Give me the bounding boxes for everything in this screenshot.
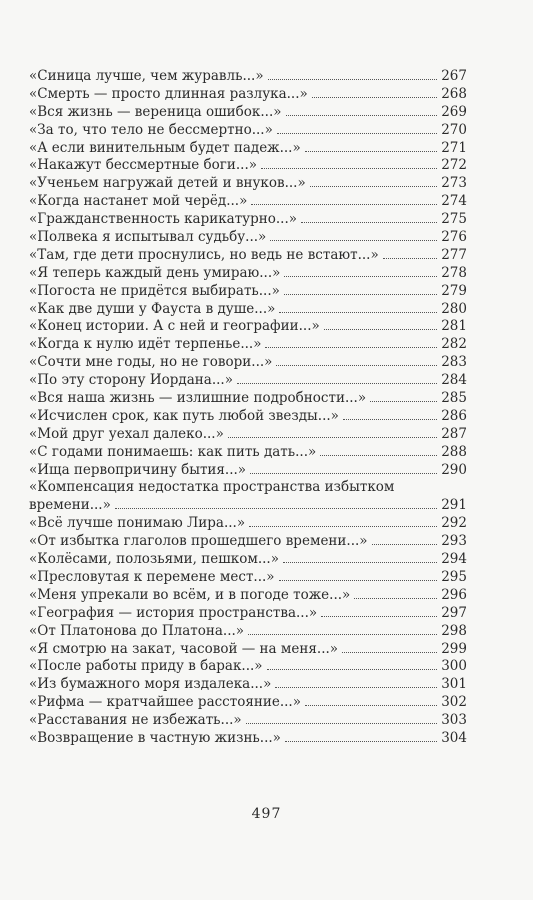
toc-entry — [29, 229, 467, 247]
toc-entry-page-number: 281 — [441, 318, 467, 335]
toc-entry-title: «Когда к нулю идёт терпенье...» — [29, 336, 262, 353]
toc-entry-title: «После работы приду в барак...» — [29, 658, 263, 675]
toc-entry-page-number: 282 — [441, 336, 467, 353]
toc-entry-title-line2: времени...» — [29, 497, 111, 514]
toc-entry — [29, 605, 467, 623]
toc-entry-page-number: 300 — [441, 658, 467, 675]
toc-entry-title: «Мой друг уехал далеко...» — [29, 425, 224, 442]
toc-entry-page-number: 271 — [441, 139, 467, 156]
dot-leader — [310, 185, 438, 187]
toc-entry-page-number: 302 — [441, 694, 467, 711]
dot-leader — [246, 722, 438, 724]
dot-leader — [324, 328, 437, 330]
toc-entry-page-number: 284 — [441, 372, 467, 389]
toc-entry — [29, 730, 467, 748]
dot-leader — [279, 579, 438, 581]
toc-entry-page-number: 268 — [441, 85, 467, 102]
toc-entry — [29, 426, 467, 444]
toc-entry-page-number: 293 — [441, 533, 467, 550]
toc-entry-title: «Исчислен срок, как путь любой звезды...» — [29, 407, 339, 424]
toc-entry — [29, 247, 467, 265]
dot-leader — [284, 275, 437, 277]
toc-entry-page-number: 270 — [441, 121, 467, 138]
toc-entry-page-number: 303 — [441, 712, 467, 729]
dot-leader — [301, 221, 437, 223]
toc-entry-title: «Всё лучше понимаю Лира...» — [29, 515, 246, 532]
toc-entry — [29, 211, 467, 229]
toc-entry — [29, 587, 467, 605]
dot-leader — [251, 203, 437, 205]
toc-entry-title: «Меня упрекали во всём, и в погоде тоже...» — [29, 586, 351, 603]
toc-entry-title: «Я смотрю на закат, часовой — на меня...» — [29, 640, 339, 657]
toc-entry — [29, 68, 467, 86]
toc-entry-title: «А если винительным будет падеж...» — [29, 139, 301, 156]
toc-entry — [29, 354, 467, 372]
dot-leader — [265, 346, 437, 348]
toc-entry — [29, 462, 467, 480]
toc-entry — [29, 390, 467, 408]
toc-entry — [29, 658, 467, 676]
toc-entry — [29, 265, 467, 283]
toc-entry-page-number: 277 — [441, 246, 467, 263]
toc-entry-title-continuation — [29, 497, 467, 515]
dot-leader — [312, 96, 437, 98]
dot-leader — [372, 543, 438, 545]
toc-entry-page-number: 287 — [441, 425, 467, 442]
toc-entry-title: «Синица лучше, чем журавль...» — [29, 68, 264, 84]
toc-entry-title: «Вся жизнь — вереница ошибок...» — [29, 103, 282, 120]
toc-entry-title: «Полвека я испытывал судьбу...» — [29, 229, 267, 246]
toc-entry-title: «Компенсация недостатка пространства избытком — [29, 479, 395, 496]
dot-leader — [370, 400, 437, 402]
toc-entry-page-number: 298 — [441, 622, 467, 639]
toc-entry — [29, 175, 467, 193]
toc-entry-page-number: 297 — [441, 604, 467, 621]
toc-entry-title: «Ученьем нагружай детей и внуков...» — [29, 175, 306, 192]
dot-leader — [277, 132, 437, 134]
dot-leader — [237, 382, 437, 384]
dot-leader — [354, 597, 437, 599]
toc-entry-title: «Накажут бессмертные боги...» — [29, 157, 258, 174]
toc-entry-page-number: 292 — [441, 515, 467, 532]
table-of-contents — [29, 68, 467, 748]
dot-leader — [284, 293, 437, 295]
toc-entry-title: «Гражданственность карикатурно...» — [29, 211, 298, 228]
dot-leader — [343, 418, 437, 420]
toc-entry-page-number: 280 — [441, 300, 467, 317]
toc-entry — [29, 86, 467, 104]
toc-entry-page-number: 278 — [441, 264, 467, 281]
toc-entry-title: «Как две души у Фауста в душе...» — [29, 300, 276, 317]
toc-entry-title: «Рифма — кратчайшее расстояние...» — [29, 694, 301, 711]
toc-entry-page-number: 291 — [441, 497, 467, 514]
dot-leader — [279, 311, 437, 313]
toc-entry-title: «Расставания не избежать...» — [29, 712, 242, 729]
dot-leader — [285, 740, 437, 742]
toc-entry — [29, 479, 467, 515]
toc-entry-page-number: 299 — [441, 640, 467, 657]
dot-leader — [248, 633, 437, 635]
toc-entry — [29, 372, 467, 390]
toc-entry-title: «Вся наша жизнь — излишние подробности...» — [29, 390, 367, 407]
toc-entry-page-number: 272 — [441, 157, 467, 174]
toc-entry — [29, 140, 467, 158]
toc-entry-page-number: 274 — [441, 193, 467, 210]
toc-entry — [29, 408, 467, 426]
toc-entry-title: «Пресловутая к перемене мест...» — [29, 568, 275, 585]
toc-entry-title: «География — история пространства...» — [29, 604, 318, 621]
dot-leader — [320, 454, 437, 456]
toc-entry — [29, 676, 467, 694]
dot-leader — [276, 364, 437, 366]
toc-entry-page-number: 304 — [441, 729, 467, 746]
toc-entry-title: «Конец истории. А с ней и географии...» — [29, 318, 320, 335]
toc-entry — [29, 515, 467, 533]
toc-entry — [29, 569, 467, 587]
toc-entry — [29, 641, 467, 659]
toc-entry-title: «Когда настанет мой черёд...» — [29, 193, 248, 210]
dot-leader — [228, 436, 437, 438]
toc-entry — [29, 551, 467, 569]
toc-entry — [29, 623, 467, 641]
toc-entry-page-number: 269 — [441, 103, 467, 120]
dot-leader — [268, 78, 438, 80]
toc-entry — [29, 533, 467, 551]
toc-entry-title: «От Платонова до Платона...» — [29, 622, 245, 639]
toc-entry-page-number: 294 — [441, 551, 467, 568]
dot-leader — [286, 114, 438, 116]
toc-entry-page-number: 275 — [441, 211, 467, 228]
toc-entry — [29, 318, 467, 336]
toc-entry-title: «Из бумажного моря издалека...» — [29, 676, 272, 693]
toc-entry-page-number: 301 — [441, 676, 467, 693]
toc-entry — [29, 104, 467, 122]
toc-entry — [29, 694, 467, 712]
dot-leader — [342, 651, 437, 653]
toc-entry — [29, 301, 467, 319]
toc-entry-page-number: 296 — [441, 586, 467, 603]
toc-entry-page-number: 267 — [441, 68, 467, 84]
dot-leader — [283, 561, 437, 563]
toc-entry-title: «С годами понимаешь: как пить дать...» — [29, 443, 317, 460]
toc-entry-title: «По эту сторону Иордана...» — [29, 372, 233, 389]
toc-entry-title: «Там, где дети проснулись, но ведь не встают...» — [29, 246, 379, 263]
toc-entry — [29, 712, 467, 730]
toc-entry — [29, 157, 467, 175]
toc-entry-title: «От избытка глаголов прошедшего времени...» — [29, 533, 368, 550]
dot-leader — [383, 257, 437, 259]
toc-entry-page-number: 290 — [441, 461, 467, 478]
toc-entry-title: «Погоста не придётся выбирать...» — [29, 282, 280, 299]
toc-entry — [29, 336, 467, 354]
toc-entry-page-number: 295 — [441, 568, 467, 585]
dot-leader — [261, 167, 437, 169]
toc-entry — [29, 122, 467, 140]
toc-entry — [29, 193, 467, 211]
toc-entry-title: «Колёсами, полозьями, пешком...» — [29, 551, 279, 568]
toc-entry-title: «Ища первопричину бытия...» — [29, 461, 247, 478]
toc-entry-page-number: 288 — [441, 443, 467, 460]
toc-entry-title: «Сочти мне годы, но не говори...» — [29, 354, 273, 371]
toc-entry-title: «Я теперь каждый день умираю...» — [29, 264, 281, 281]
dot-leader — [270, 239, 437, 241]
toc-entry-page-number: 276 — [441, 229, 467, 246]
dot-leader — [249, 525, 437, 527]
toc-entry-title: «Возвращение в частную жизнь...» — [29, 729, 281, 746]
toc-entry-page-number: 273 — [441, 175, 467, 192]
toc-entry-page-number: 283 — [441, 354, 467, 371]
toc-entry-page-number: 279 — [441, 282, 467, 299]
dot-leader — [321, 615, 437, 617]
toc-entry-title: «За то, что тело не бессмертно...» — [29, 121, 273, 138]
toc-entry — [29, 283, 467, 301]
dot-leader — [267, 668, 438, 670]
page-number: 497 — [251, 806, 282, 822]
dot-leader — [250, 472, 437, 474]
dot-leader — [115, 507, 437, 509]
dot-leader — [275, 686, 437, 688]
toc-entry-title: «Смерть — просто длинная разлука...» — [29, 85, 308, 102]
dot-leader — [305, 150, 437, 152]
dot-leader — [305, 704, 437, 706]
toc-entry-page-number: 286 — [441, 407, 467, 424]
toc-entry-page-number: 285 — [441, 390, 467, 407]
toc-entry — [29, 444, 467, 462]
